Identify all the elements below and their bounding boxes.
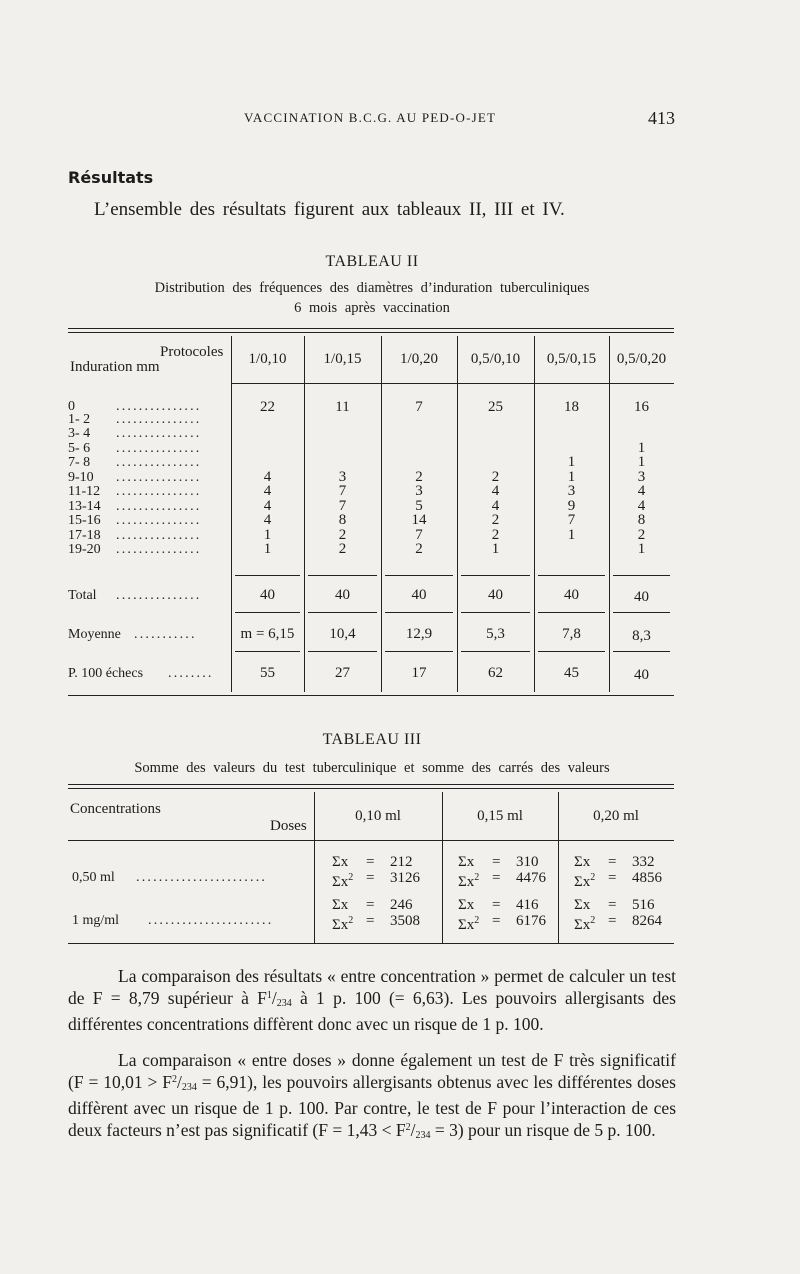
table2-col-rule-segment	[385, 575, 453, 576]
table2-cell: 3	[637, 469, 646, 485]
table2-cell: 1	[637, 541, 646, 557]
intro-sentence: L’ensemble des résultats figurent aux tableaux II, III et IV.	[94, 199, 565, 220]
table2-top-rule2	[68, 332, 674, 333]
table2-row-label-text: 9-10	[68, 470, 94, 485]
table2-row-label-text: 17-18	[68, 528, 101, 543]
table3-value: 6176	[516, 913, 546, 929]
table2-echecs-cell: 62	[488, 665, 503, 681]
table2-col-rule-segment	[538, 612, 605, 613]
table2-total-cell: 40	[411, 587, 427, 603]
table2-cell: 11	[335, 399, 350, 415]
p1-text-b: à 1 p. 100 (= 6,63). Les pouvoirs allergisants des différentes concentrations diffèrent donc avec un risque de 1 p. 100.	[68, 988, 676, 1034]
table2-cell: 22	[260, 399, 275, 415]
table2-cell: 1	[263, 541, 272, 557]
table3-value: 3126	[390, 870, 420, 886]
table3-sum-symbol: $\Sigma x^2$	[458, 915, 480, 933]
table3-value: 8264	[632, 913, 662, 929]
table2-col-rule-segment	[235, 575, 300, 576]
leader-dots: ......................	[148, 913, 274, 928]
table3-top-rule2	[68, 788, 674, 789]
table3-equals: =	[492, 854, 501, 870]
table3-value: 332	[632, 854, 655, 870]
table2-moyenne-cell: 7,8	[562, 626, 581, 642]
table2-cell: 2	[491, 469, 500, 485]
table2-top-rule	[68, 328, 674, 329]
table3-corner-bottom: Doses	[270, 818, 307, 834]
table2-bottom-rule	[68, 695, 674, 696]
table2-cell: 3	[415, 483, 423, 499]
table3-sum-symbol: Σx	[574, 897, 591, 913]
table2-total-cell: 40	[564, 587, 579, 603]
table3-col-header: 0,10 ml	[355, 808, 401, 824]
p2-subscript-2: 234	[415, 1130, 431, 1141]
table2-cell: 2	[415, 541, 423, 557]
table3-sum-symbol: $\Sigma x^2$	[574, 915, 596, 933]
table2-corner-top: Protocoles	[160, 344, 224, 360]
leader-dots: ...............	[116, 588, 202, 603]
table2-cell: 1	[567, 527, 576, 543]
table3-value: 516	[632, 897, 655, 913]
table3-row-label	[72, 870, 268, 885]
table2-col-rule-segment	[461, 651, 530, 652]
table3-header-rule	[68, 840, 674, 841]
table2-cell: 18	[564, 399, 579, 415]
table3-equals: =	[492, 897, 501, 913]
table2-cell: 8	[338, 512, 347, 528]
table2-cell: 1	[491, 541, 500, 557]
table2-col-header: 0,5/0,10	[470, 351, 521, 367]
table2-cell: 2	[491, 512, 500, 528]
p2-text-c: = 3) pour un risque de 5 p. 100.	[430, 1120, 656, 1140]
table3-value: 3508	[390, 913, 420, 929]
leader-dots: ........	[168, 666, 214, 681]
table2-col-rule-segment	[613, 575, 670, 576]
results-paragraph-1: La comparaison des résultats « entre concentration » permet de calculer un test de F = 8,79 supérieur à $F^1/_{234}$ à 1 p. 100 (= 6,63). Les pouvoirs allergisants des différentes concentrations diffèrent donc avec un risque de 1 p. 100.	[68, 966, 676, 1034]
table2-row-label	[68, 542, 202, 557]
table2-cell: 2	[415, 469, 423, 485]
table3-equals: =	[366, 854, 375, 870]
table2-col-header: 1/0,15	[323, 351, 362, 367]
table2-cell: 14	[411, 512, 427, 528]
table3-value: 212	[390, 854, 413, 870]
table2-col-rule-segment	[538, 575, 605, 576]
table2	[68, 328, 674, 696]
table2-row-label	[68, 528, 202, 543]
table3-square-mark: 2	[348, 915, 354, 926]
table2-cell: 7	[338, 483, 347, 499]
table3-sum-symbol: Σx	[332, 897, 349, 913]
table2-cell: 2	[491, 527, 500, 543]
p1-subscript: 234	[276, 998, 292, 1009]
table2-cell: 1	[637, 454, 646, 470]
table2-col-rule-segment	[308, 575, 377, 576]
table3-sum-symbol: Σx	[332, 854, 349, 870]
table2-cell: 4	[637, 498, 646, 514]
table3-row-label-text: 1 mg/ml	[72, 913, 120, 928]
p1-text-a: La comparaison des résultats « entre concentration » permet de calculer un test de F = 8,79 supérieur à F	[68, 966, 676, 1008]
table3-equals: =	[366, 897, 375, 913]
table2-col-header: 0,5/0,20	[616, 351, 667, 367]
table2-echecs-label	[68, 666, 214, 681]
section-heading: Résultats	[68, 168, 154, 187]
table2-cell: 7	[415, 399, 423, 415]
table2-moyenne-label-text: Moyenne	[68, 627, 121, 642]
table2-cell: 2	[338, 541, 347, 557]
leader-dots: ...............	[116, 528, 202, 543]
table2-row-label	[68, 426, 202, 441]
table2-cell: 4	[491, 483, 500, 499]
table2-total-cell: 40	[634, 589, 649, 605]
table2-total-cell: 40	[260, 587, 275, 603]
table2-moyenne-cell: 8,3	[632, 628, 651, 644]
table2-row-label	[68, 470, 202, 485]
table2-cell: 1	[567, 454, 576, 470]
table3-square-mark: 2	[590, 872, 596, 883]
leader-dots: ...............	[116, 455, 202, 470]
table2-caption-line2: 6 mois après vaccination	[294, 300, 450, 316]
table2-echecs-label-text: P. 100 échecs	[68, 666, 144, 681]
table2-moyenne-cell: m = 6,15	[240, 626, 295, 642]
table3-col-header: 0,20 ml	[593, 808, 639, 824]
table3-corner-top: Concentrations	[70, 801, 161, 817]
table2-total-label-text: Total	[68, 588, 97, 603]
table3-sum-symbol: Σx	[458, 854, 475, 870]
table2-row-label-text: 7- 8	[68, 455, 91, 470]
table2-col-rule-segment	[308, 651, 377, 652]
table2-echecs-cell: 45	[564, 665, 579, 681]
leader-dots: .......................	[136, 870, 268, 885]
table3-square-mark: 2	[474, 915, 480, 926]
page-header	[0, 108, 800, 132]
table3-equals: =	[492, 913, 501, 929]
table2-col-header: 0,5/0,15	[546, 351, 597, 367]
table2-echecs-cell: 17	[411, 665, 427, 681]
table2-moyenne-cell: 5,3	[486, 626, 505, 642]
table2-cell: 9	[567, 498, 576, 514]
p2-text-a: La comparaison « entre doses » donne également un test de F très significatif (F = 10,01 > F	[68, 1050, 676, 1092]
table2-header-rule	[231, 383, 674, 384]
table2-col-rule-segment	[385, 612, 453, 613]
table2-corner-bottom: Induration mm	[70, 359, 160, 375]
table3-title: TABLEAU III	[322, 731, 422, 748]
table3-equals: =	[608, 913, 617, 929]
table2-row-label	[68, 513, 202, 528]
table3-sum-symbol: $\Sigma x^2$	[458, 872, 480, 890]
table2-cell: 16	[634, 399, 649, 415]
table3-top-rule	[68, 784, 674, 785]
table3-sum-symbol: $\Sigma x^2$	[332, 872, 354, 890]
table2-cell: 4	[637, 483, 646, 499]
table2-col-rule-segment	[461, 575, 530, 576]
table2-echecs-cell: 40	[634, 667, 649, 683]
page-number: 413	[648, 108, 675, 128]
table2-col-rule-segment	[613, 612, 670, 613]
table2-row-label-text: 15-16	[68, 513, 101, 528]
table2-col-header: 1/0,10	[248, 351, 287, 367]
table2-moyenne-cell: 10,4	[329, 626, 356, 642]
p2-subscript: 234	[181, 1082, 197, 1093]
leader-dots: ...........	[134, 627, 197, 642]
table2-row-label	[68, 499, 202, 514]
table2-total-label	[68, 588, 202, 603]
table2-cell: 4	[263, 512, 272, 528]
table2-cell: 7	[415, 527, 423, 543]
table2-cell: 4	[491, 498, 500, 514]
table2-row-label-text: 13-14	[68, 499, 101, 514]
table2-col-rule-segment	[385, 651, 453, 652]
table2-col-rule-segment	[235, 612, 300, 613]
table3-sum-symbol: Σx	[574, 854, 591, 870]
results-paragraph-2: La comparaison « entre doses » donne également un test de F très significatif $(F = 10,01 > F^2/_{234} = 6,91)$, les pouvoirs allergisants obtenus avec les différentes doses diffèrent avec un risque de 1 p. 100. Par contre, le test de F pour l’interaction de ces deux facteurs n’est pas significatif $(F = 1,43 < F^2/_{234} = 3)$ pour un risque de 5 p. 100.	[68, 1050, 676, 1141]
table3-bottom-rule	[68, 943, 674, 944]
table3-square-mark: 2	[590, 915, 596, 926]
table2-moyenne-label	[68, 627, 197, 642]
table2-row-label	[68, 455, 202, 470]
table3-value: 4476	[516, 870, 546, 886]
table2-title: TABLEAU II	[325, 253, 419, 270]
table2-total-cell: 40	[488, 587, 503, 603]
table3-sum-symbol: $\Sigma x^2$	[332, 915, 354, 933]
table2-cell: 1	[637, 440, 646, 456]
table2-cell: 2	[637, 527, 646, 543]
table2-col-header: 1/0,20	[400, 351, 438, 367]
leader-dots: ...............	[116, 426, 202, 441]
table2-cell: 25	[488, 399, 503, 415]
table3-row-label	[72, 913, 274, 928]
table2-echecs-cell: 55	[260, 665, 275, 681]
leader-dots: ...............	[116, 470, 202, 485]
table3-square-mark: 2	[474, 872, 480, 883]
table2-row-label-text: 19-20	[68, 542, 101, 557]
table3-value: 310	[516, 854, 539, 870]
table2-cell: 7	[567, 512, 576, 528]
table3-equals: =	[608, 897, 617, 913]
table2-cell: 4	[263, 469, 272, 485]
table3-equals: =	[608, 870, 617, 886]
table2-cell: 5	[415, 498, 423, 514]
leader-dots: ...............	[116, 484, 202, 499]
p2-superscript-2: 2	[405, 1122, 411, 1133]
table3-sum-symbol: $\Sigma x^2$	[574, 872, 596, 890]
table2-moyenne-cell: 12,9	[405, 626, 433, 642]
table2-total-cell: 40	[335, 587, 350, 603]
table2-col-rule-segment	[235, 651, 300, 652]
table2-row-label-text: 3- 4	[68, 426, 91, 441]
table3-sum-symbol: Σx	[458, 897, 475, 913]
leader-dots: ...............	[116, 441, 202, 456]
table2-col-rule-segment	[308, 612, 377, 613]
table2-row-label-text: 5- 6	[68, 441, 91, 456]
table2-cell: 8	[637, 512, 646, 528]
leader-dots: ...............	[116, 513, 202, 528]
table2-cell: 4	[263, 483, 272, 499]
table3-equals: =	[492, 870, 501, 886]
table3-row-label-text: 0,50 ml	[72, 870, 115, 885]
table3-col-header: 0,15 ml	[477, 808, 523, 824]
table2-row-label	[68, 412, 202, 427]
table2-caption-line1: Distribution des fréquences des diamètres d’induration tuberculiniques	[154, 280, 590, 296]
table2-cell: 1	[567, 469, 576, 485]
table3-equals: =	[366, 870, 375, 886]
running-title: VACCINATION B.C.G. AU PED-O-JET	[244, 110, 497, 125]
table3-value: 246	[390, 897, 413, 913]
table2-cell: 4	[263, 498, 272, 514]
table2-cell: 3	[338, 469, 347, 485]
leader-dots: ...............	[116, 399, 202, 414]
table2-row-label-text: 0	[68, 399, 75, 414]
p2-superscript: 2	[172, 1074, 178, 1085]
table3-value: 4856	[632, 870, 662, 886]
p1-superscript: 1	[266, 990, 272, 1001]
leader-dots: ...............	[116, 412, 202, 427]
p2-text-b: = 6,91), les pouvoirs allergisants obtenus avec les différentes doses diffèrent avec un risque de 1 p. 100. Par contre, le test de F pour l’interaction de ces deux facteurs n’est pas significatif (F = 1,43 < F	[68, 1072, 676, 1140]
table2-col-rule-segment	[461, 612, 530, 613]
table3	[68, 784, 674, 944]
table2-cell: 3	[567, 483, 576, 499]
table2-cell: 1	[263, 527, 272, 543]
table3-square-mark: 2	[348, 872, 354, 883]
table2-row-label	[68, 484, 202, 499]
table2-col-rule-segment	[538, 651, 605, 652]
table3-value: 416	[516, 897, 539, 913]
table2-caption	[0, 278, 744, 318]
table2-row-label-text: 11-12	[68, 484, 101, 499]
table2-cell: 7	[338, 498, 347, 514]
table3-caption: Somme des valeurs du test tuberculinique et somme des carrés des valeurs	[134, 760, 610, 776]
table2-row-label	[68, 441, 202, 456]
table2-row-label-text: 1- 2	[68, 412, 91, 427]
leader-dots: ...............	[116, 542, 202, 557]
table2-cell: 2	[338, 527, 347, 543]
table2-col-rule-segment	[613, 651, 670, 652]
table3-equals: =	[366, 913, 375, 929]
table3-equals: =	[608, 854, 617, 870]
table2-echecs-cell: 27	[335, 665, 350, 681]
leader-dots: ...............	[116, 499, 202, 514]
